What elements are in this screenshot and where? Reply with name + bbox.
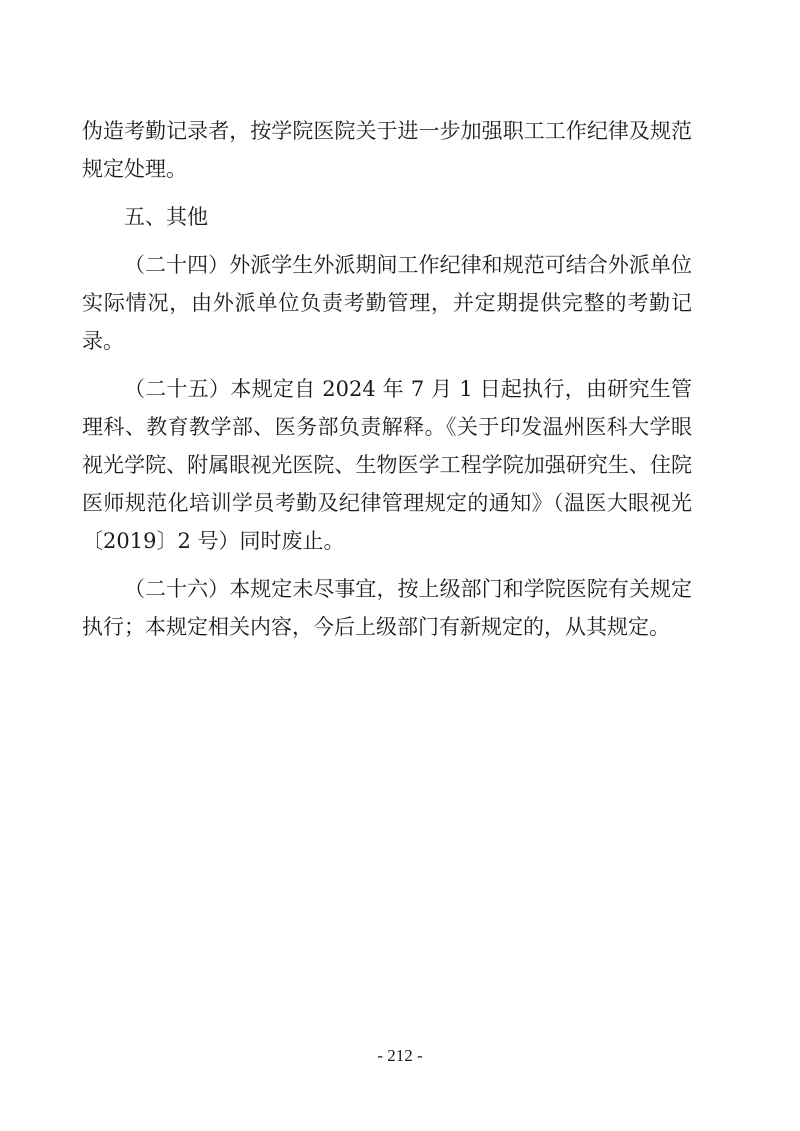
clause-24: （二十四）外派学生外派期间工作纪律和规范可结合外派单位实际情况，由外派单位负责考勤管理，并定期提供完整的考勤记录。 [82,253,692,353]
clause-25: （二十五）本规定自 2024 年 7 月 1 日起执行，由研究生管理科、教育教学部、医务部负责解释。《关于印发温州医科大学眼视光学院、附属眼视光医院、生物医学工程学院加强研究生、住院医师规范化培训学员考勤及纪律管理规定的通知》（温医大眼视光〔2019〕2 号）同时废止。 [82,377,692,553]
paragraph-continuation: 伪造考勤记录者，按学院医院关于进一步加强职工工作纪律及规范规定处理。 [82,119,692,181]
document-body [82,112,692,656]
page-number: - 212 - [377,1046,423,1065]
clause-26: （二十六）本规定未尽事宜，按上级部门和学院医院有关规定执行；本规定相关内容，今后上级部门有新规定的，从其规定。 [82,577,692,639]
section-heading-other: 五、其他 [124,205,208,229]
